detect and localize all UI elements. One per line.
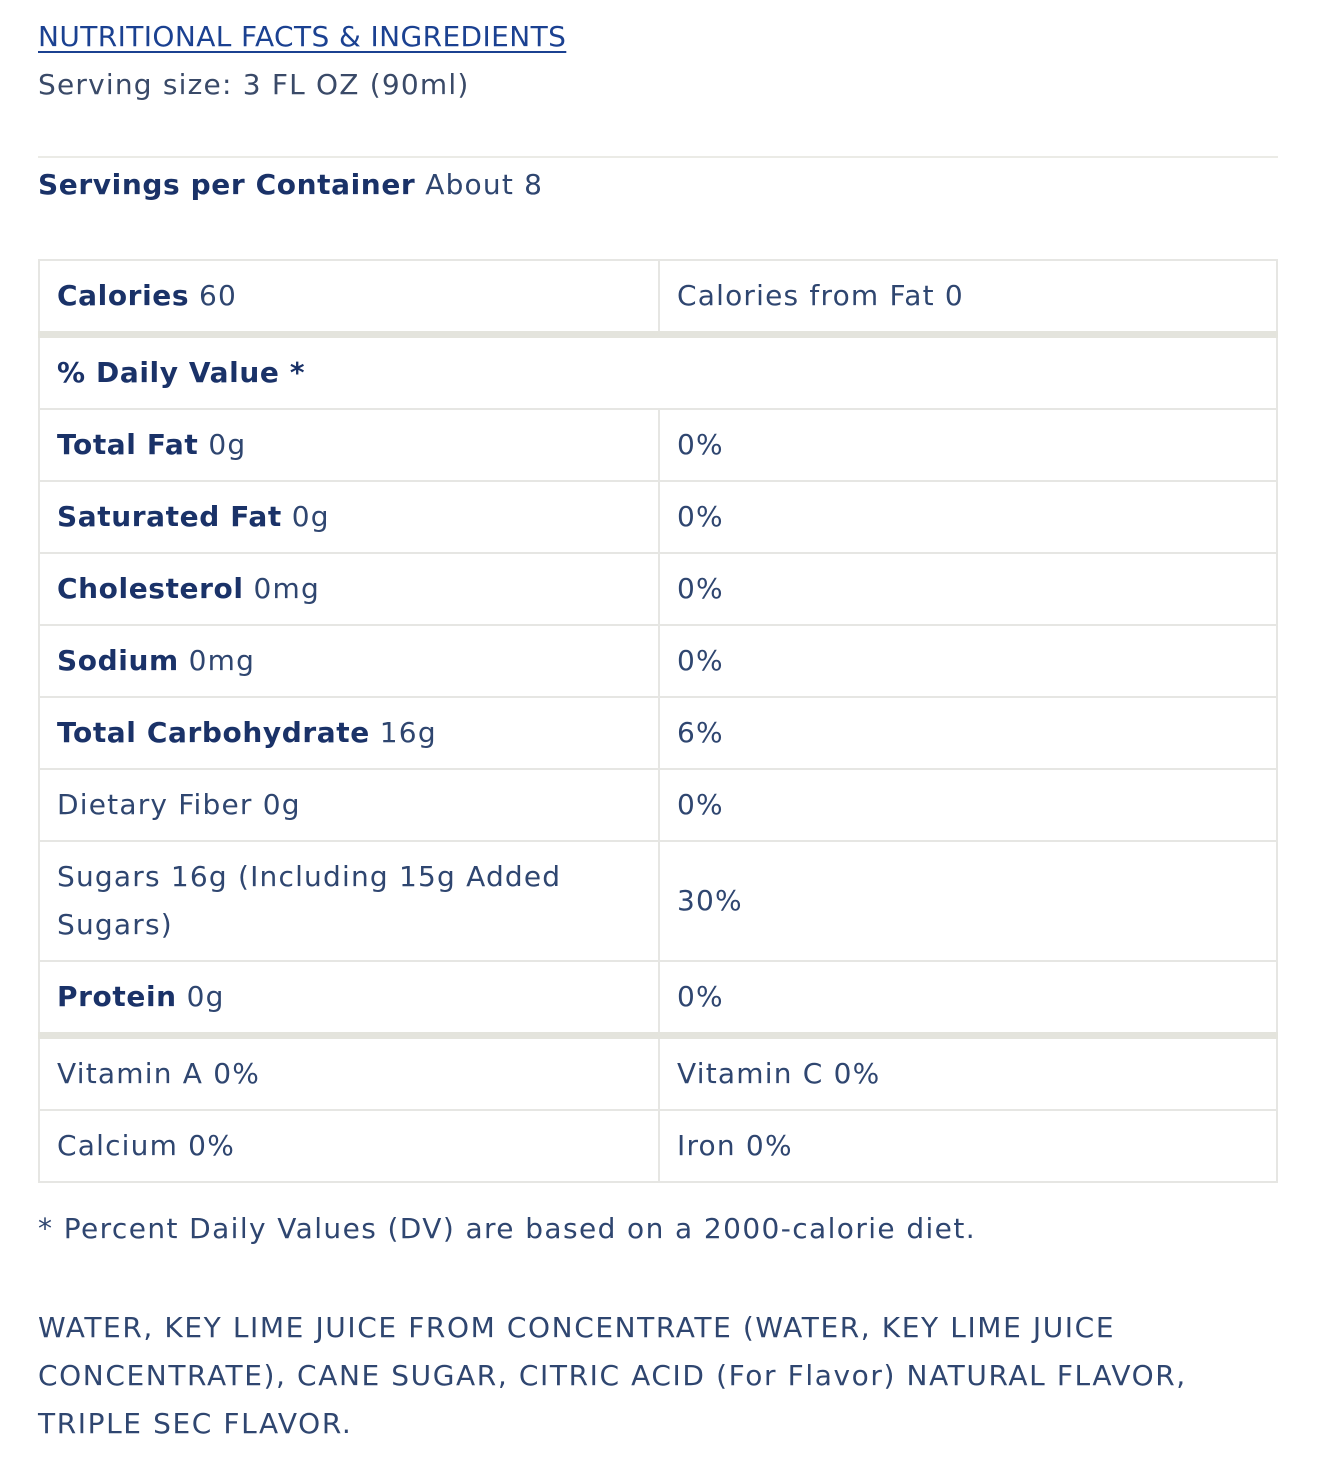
mineral-cell bbox=[659, 1110, 1277, 1182]
nutrient-dv: 0% bbox=[677, 500, 724, 533]
nutrient-dv-cell bbox=[659, 625, 1277, 697]
calories-from-fat: Calories from Fat 0 bbox=[677, 279, 964, 312]
nutrient-label-cell bbox=[39, 481, 659, 553]
vitamin-row bbox=[39, 1036, 1277, 1111]
nutrient-dv-cell bbox=[659, 769, 1277, 841]
nutrient-row-total-fat bbox=[39, 409, 1277, 481]
nutrient-label-cell bbox=[39, 841, 659, 961]
servings-per-container-label: Servings per Container bbox=[38, 168, 416, 201]
divider bbox=[38, 156, 1278, 158]
nutrient-label-cell bbox=[39, 961, 659, 1036]
nutrient-amount: 0g bbox=[186, 980, 225, 1013]
nutrient-label-cell bbox=[39, 409, 659, 481]
mineral-cell bbox=[39, 1110, 659, 1182]
nutrient-dv-cell bbox=[659, 553, 1277, 625]
nutrient-label: Total Carbohydrate bbox=[57, 716, 370, 749]
vitamin-cell bbox=[39, 1036, 659, 1111]
nutrition-header bbox=[38, 20, 1278, 202]
serving-size: Serving size: 3 FL OZ (90ml) bbox=[38, 68, 470, 101]
nutrient-label: Dietary Fiber 0g bbox=[57, 788, 301, 821]
calories-row bbox=[39, 260, 1277, 335]
nutrient-dv: 0% bbox=[677, 428, 724, 461]
nutrient-label-cell bbox=[39, 769, 659, 841]
calories-cell bbox=[39, 260, 659, 335]
daily-value-header: % Daily Value * bbox=[57, 356, 306, 389]
nutrient-amount: 0mg bbox=[253, 572, 320, 605]
vitamin-cell bbox=[659, 1036, 1277, 1111]
nutrient-dv: 0% bbox=[677, 788, 724, 821]
calories-label: Calories bbox=[57, 279, 190, 312]
ingredients-list: WATER, KEY LIME JUICE FROM CONCENTRATE (WATER, KEY LIME JUICE CONCENTRATE), CANE SUGAR, CITRIC ACID (For Flavor) NATURAL FLAVOR, TRIPLE SEC FLAVOR. bbox=[38, 1311, 1187, 1440]
nutrient-dv-cell bbox=[659, 481, 1277, 553]
nutrient-label: Saturated Fat bbox=[57, 500, 282, 533]
iron: Iron 0% bbox=[677, 1129, 793, 1162]
nutrient-dv-cell bbox=[659, 961, 1277, 1036]
nutrient-label: Total Fat bbox=[57, 428, 199, 461]
nutrient-dv: 6% bbox=[677, 716, 724, 749]
nutrition-facts-table bbox=[38, 259, 1278, 1183]
calories-from-fat-cell bbox=[659, 260, 1277, 335]
nutrient-label: Cholesterol bbox=[57, 572, 244, 605]
nutrient-label-cell bbox=[39, 697, 659, 769]
nutrient-label: Sugars 16g (Including 15g Added Sugars) bbox=[57, 860, 562, 941]
calcium: Calcium 0% bbox=[57, 1129, 236, 1162]
daily-value-header-row bbox=[39, 335, 1277, 410]
servings-per-container bbox=[38, 168, 1278, 202]
nutrient-row-cholesterol bbox=[39, 553, 1277, 625]
nutrient-row-total-carbohydrate bbox=[39, 697, 1277, 769]
nutrient-label: Sodium bbox=[57, 644, 179, 677]
nutrient-amount: 0g bbox=[208, 428, 247, 461]
daily-value-header-cell bbox=[39, 335, 1277, 410]
nutrient-label: Protein bbox=[57, 980, 177, 1013]
nutrient-amount: 0mg bbox=[188, 644, 256, 677]
calories-value: 60 bbox=[199, 279, 238, 312]
nutrient-row-saturated-fat bbox=[39, 481, 1277, 553]
vitamin-a: Vitamin A 0% bbox=[57, 1057, 261, 1090]
nutrient-dv: 0% bbox=[677, 572, 724, 605]
nutrient-dv-cell bbox=[659, 841, 1277, 961]
nutrient-dv: 0% bbox=[677, 644, 724, 677]
nutrient-row-protein bbox=[39, 961, 1277, 1036]
nutrient-dv-cell bbox=[659, 697, 1277, 769]
nutrition-facts-heading-link[interactable]: NUTRITIONAL FACTS & INGREDIENTS bbox=[38, 20, 567, 53]
mineral-row bbox=[39, 1110, 1277, 1182]
nutrient-label-cell bbox=[39, 625, 659, 697]
daily-value-footnote: * Percent Daily Values (DV) are based on a 2000-calorie diet. bbox=[38, 1212, 976, 1245]
nutrient-dv: 30% bbox=[677, 884, 743, 917]
nutrient-row-sugars bbox=[39, 841, 1277, 961]
vitamin-c: Vitamin C 0% bbox=[677, 1057, 881, 1090]
nutrient-dv: 0% bbox=[677, 980, 724, 1013]
nutrient-row-sodium bbox=[39, 625, 1277, 697]
nutrient-label-cell bbox=[39, 553, 659, 625]
servings-per-container-value: About 8 bbox=[425, 168, 544, 201]
nutrient-amount: 16g bbox=[379, 716, 437, 749]
nutrient-dv-cell bbox=[659, 409, 1277, 481]
nutrient-amount: 0g bbox=[291, 500, 330, 533]
nutrient-row-dietary-fiber bbox=[39, 769, 1277, 841]
